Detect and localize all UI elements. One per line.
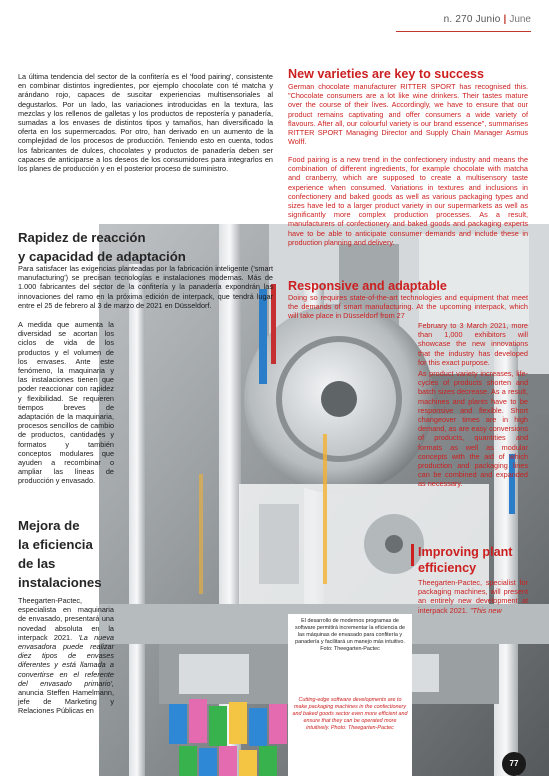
english-paragraph-theegarten xyxy=(418,578,528,615)
caption-english: Cutting-edge software developments are to make packaging machines in the confectionery and baked goods sector even more efficient and ensure that they can be operated more intuitively. Photo: Theegarten-Pactec xyxy=(292,697,408,732)
spanish-heading-efficiency xyxy=(18,516,114,592)
english-heading-marker xyxy=(411,544,414,566)
english-heading-plant-efficiency xyxy=(418,544,543,576)
month-en-label: June xyxy=(509,14,531,25)
spanish-theegarten-text-a: Theegarten-Pactec, especialista en maquinaria de envasado, presentará una novedad absoluta en la interpack 2021. xyxy=(18,596,114,642)
english-heading-new-varieties: New varieties are key to success xyxy=(288,67,485,81)
spanish-heading-1-line-2: y capacidad de adaptación xyxy=(18,249,186,264)
english-heading-responsive: Responsive and adaptable xyxy=(288,279,447,293)
spanish-heading-2-line-3: de las xyxy=(18,556,56,571)
page-number: 77 xyxy=(502,752,526,776)
english-theegarten-text: Theegarten-Pactec, specialist for packaging machines, will present an entirely new development at interpack 2021. xyxy=(418,578,528,615)
header-rule xyxy=(396,31,531,32)
english-heading-3-line-2: efficiency xyxy=(418,561,477,575)
english-paragraph-food-pairing: Food pairing is a new trend in the confectionery industry and means the combination of different ingredients, for example chocolate with matcha and cranberry, which are supposed to create a multisensory taste experience when consumed. Variations in textures and inclusions in confectionery and baked goods as well as various packaging types and sizes have led to a larger product variety in our supermarkets as well as significantly more complex production processes. As a result, manufacturers of confectionery and baked goods and packaging experts have to be able to anticipate consumer demands and include these in production planning and delivery. xyxy=(288,155,528,247)
caption-spanish: El desarrollo de modernos programas de software permitirá incrementar la eficiencia de las máquinas de envasado para confitería y panadería y facilitará un manejo más intuitivo. Foto: Theegarten-Pactec xyxy=(295,618,405,653)
header-separator: | xyxy=(503,14,507,25)
issue-label: n. 270 Junio xyxy=(443,14,501,25)
english-paragraph-product-variety: As product variety increases, life-cycles of products shorten and batch sizes decrease. As a result, machines and plants have to be responsive and flexible. Short changeover times are in high demand, as are easy conversions of products, quantities and formats as well as modular concepts with the aid of which production and packaging lines can be combined and expanded as necessary. xyxy=(418,369,528,489)
spanish-paragraph-diversity: A medida que aumenta la diversidad se acortan los ciclos de vida de los productos y el volumen de los envases. Ante este fenómeno, la maquinaria y las instalaciones tienen que poder reaccionar con rapidez y flexibilidad. Se requieren tiempos breves de adaptación de la maquinaria, procesos sencillos de cambio de productos, cantidades y formatos y también conceptos modulares que ayuden a recombinar o ampliar las líneas de producción y envasado. xyxy=(18,320,114,486)
spanish-heading-1-line-1: Rapidez de reacción xyxy=(18,230,146,245)
spanish-heading-2-line-2: la eficiencia xyxy=(18,537,93,552)
english-paragraph-technologies: Doing so requires state-of-the-art technologies and equipment that meet the demands of smart manufacturing. At the upcoming interpack, which will take place in Düsseldorf from 27 xyxy=(288,293,528,321)
english-theegarten-quote: "This new xyxy=(469,605,502,615)
spanish-theegarten-quote: 'La nueva envasadora puede realizar diez tipos de envases diferentes y está llamada a convertirse en el referente del envasado primario', xyxy=(18,632,114,688)
spanish-intro-paragraph: La última tendencia del sector de la confitería es el 'food pairing', consistente en combinar distintos ingredientes, por ejemplo chocolate con té matcha y arándano rojo, capaces de suscitar experiencias multisensoriales al degustarlos. Por un lado, las variaciones introducidas en la textura, las mezclas y los rellenos de galletas y los productos de repostería y panadería, sumadas a los envases de distintos tipos y tamaños, han diversificado la oferta en los supermercados. Por otro, han derivado en un aumento de la complejidad de los procesos de producción. Teniendo esto en cuenta, todos los fabricantes de dulces, chocolates y productos de panadería deben ser capaces de anticiparse a los deseos de los consumidores para integrarlos en los planes de producción y en el posterior proceso de suministro. xyxy=(18,72,273,174)
spanish-heading-2-line-1: Mejora de xyxy=(18,518,80,533)
english-paragraph-ritter-sport: German chocolate manufacturer RITTER SPORT has recognised this. "Chocolate consumers are a lot like wine drinkers. Their tastes mature over the course of their lives. Accordingly, we have to ensure that our product remains captivating and offer consumers a wide variety of flavours. After all, our colourful variety is our brand essence", summarises RITTER SPORT Managing Director and Supply Chain Manager Asmus Wolff. xyxy=(288,82,528,147)
english-heading-3-line-1: Improving plant xyxy=(418,545,513,559)
spanish-theegarten-text-b: anuncia Steffen Hamelmann, jefe de Marketing y Relaciones Públicas en xyxy=(18,688,114,716)
page-header xyxy=(444,14,531,25)
english-paragraph-exhibitors: February to 3 March 2021, more than 1,000 exhibitors will showcase the new innovations that the industry has developed for this exact purpose. xyxy=(418,321,528,367)
spanish-paragraph-theegarten xyxy=(18,596,114,716)
spanish-paragraph-interpack: Para satisfacer las exigencias planteadas por la fabricación inteligente ('smart manufacturing') se precisan tecnologías e instalaciones modernas. Más de 1.000 fabricantes del sector de la confitería y la panadería expondrán las innovaciones del ramo en la próxima edición de interpack, que tendrá lugar entre el 25 de febrero al 3 de marzo de 2021 en Düsseldorf. xyxy=(18,264,273,310)
spanish-heading-2-line-4: instalaciones xyxy=(18,575,102,590)
spanish-heading-responsiveness xyxy=(18,228,278,266)
